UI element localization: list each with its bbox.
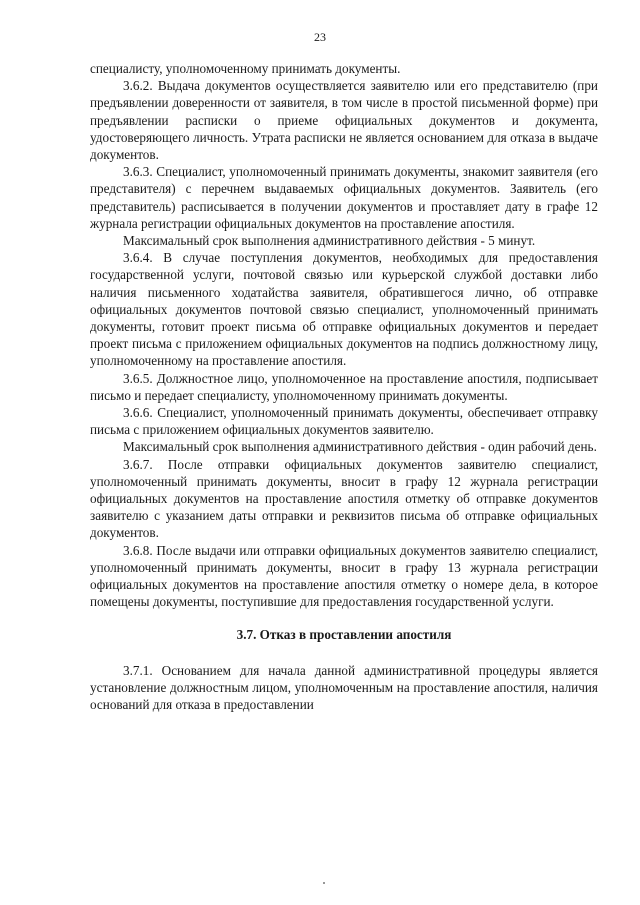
document-body	[90, 60, 598, 713]
scan-dot-mark	[323, 882, 325, 884]
paragraph-3-6-3: 3.6.3. Специалист, уполномоченный принимать документы, знакомит заявителя (его представителя) с перечнем выдаваемых официальных документов. Заявитель (его представитель) расписывается в получении документов и проставляет дату в графе 12 журнала регистрации официальных документов на проставление апостиля.	[90, 164, 598, 231]
page-number: 23	[314, 30, 326, 44]
paragraph-3-6-4: 3.6.4. В случае поступления документов, необходимых для предоставления государственной услуги, почтовой связью или курьерской службой доставки либо наличия письменного ходатайства заявителя, обратившегося лично, об отправке официальных документов почтовой связью специалист, уполномоченный принимать документы, готовит проект письма об отправке официальных документов и передает проект письма с приложением официальных документов на подпись должностному лицу, уполномоченному на проставление апостиля.	[90, 250, 598, 369]
paragraph-3-6-2: 3.6.2. Выдача документов осуществляется заявителю или его представителю (при предъявлении доверенности от заявителя, в том числе в простой письменной форме) при предъявлении расписки о приеме официальных документов и документа, удостоверяющего личность. Утрата расписки не является основанием для отказа в выдаче документов.	[90, 78, 598, 163]
paragraph-3-6-8: 3.6.8. После выдачи или отправки официальных документов заявителю специалист, уполномоченный принимать документы, вносит в графу 13 журнала регистрации официальных документов на проставление апостиля отметку о номере дела, в которое помещены документы, поступившие для предоставления государственной услуги.	[90, 542, 598, 610]
paragraph-max-time-one-day: Максимальный срок выполнения административного действия - один рабочий день.	[123, 439, 597, 455]
paragraph-3-6-6: 3.6.6. Специалист, уполномоченный принимать документы, обеспечивает отправку письма с приложением официальных документов заявителю.	[90, 405, 598, 438]
paragraph-3-7-1: 3.7.1. Основанием для начала данной административной процедуры является установление должностным лицом, уполномоченным на проставление апостиля, наличия оснований для отказа в предоставлении	[90, 662, 598, 713]
paragraph-3-6-5: 3.6.5. Должностное лицо, уполномоченное на проставление апостиля, подписывает письмо и передает специалисту, уполномоченному принимать документы.	[90, 370, 598, 403]
section-heading-3-7: 3.7. Отказ в проставлении апостиля	[236, 626, 452, 642]
paragraph-continuation: специалисту, уполномоченному принимать документы.	[90, 61, 401, 76]
paragraph-max-time-5-min: Максимальный срок выполнения административного действия - 5 минут.	[123, 233, 536, 249]
paragraph-3-6-7: 3.6.7. После отправки официальных документов заявителю специалист, уполномоченный принимать документы, вносит в графу 12 журнала регистрации официальных документов на проставление апостиля отметку об отправке документов заявителю с указанием даты отправки и реквизитов письма об отправке официальных документов.	[90, 456, 598, 541]
